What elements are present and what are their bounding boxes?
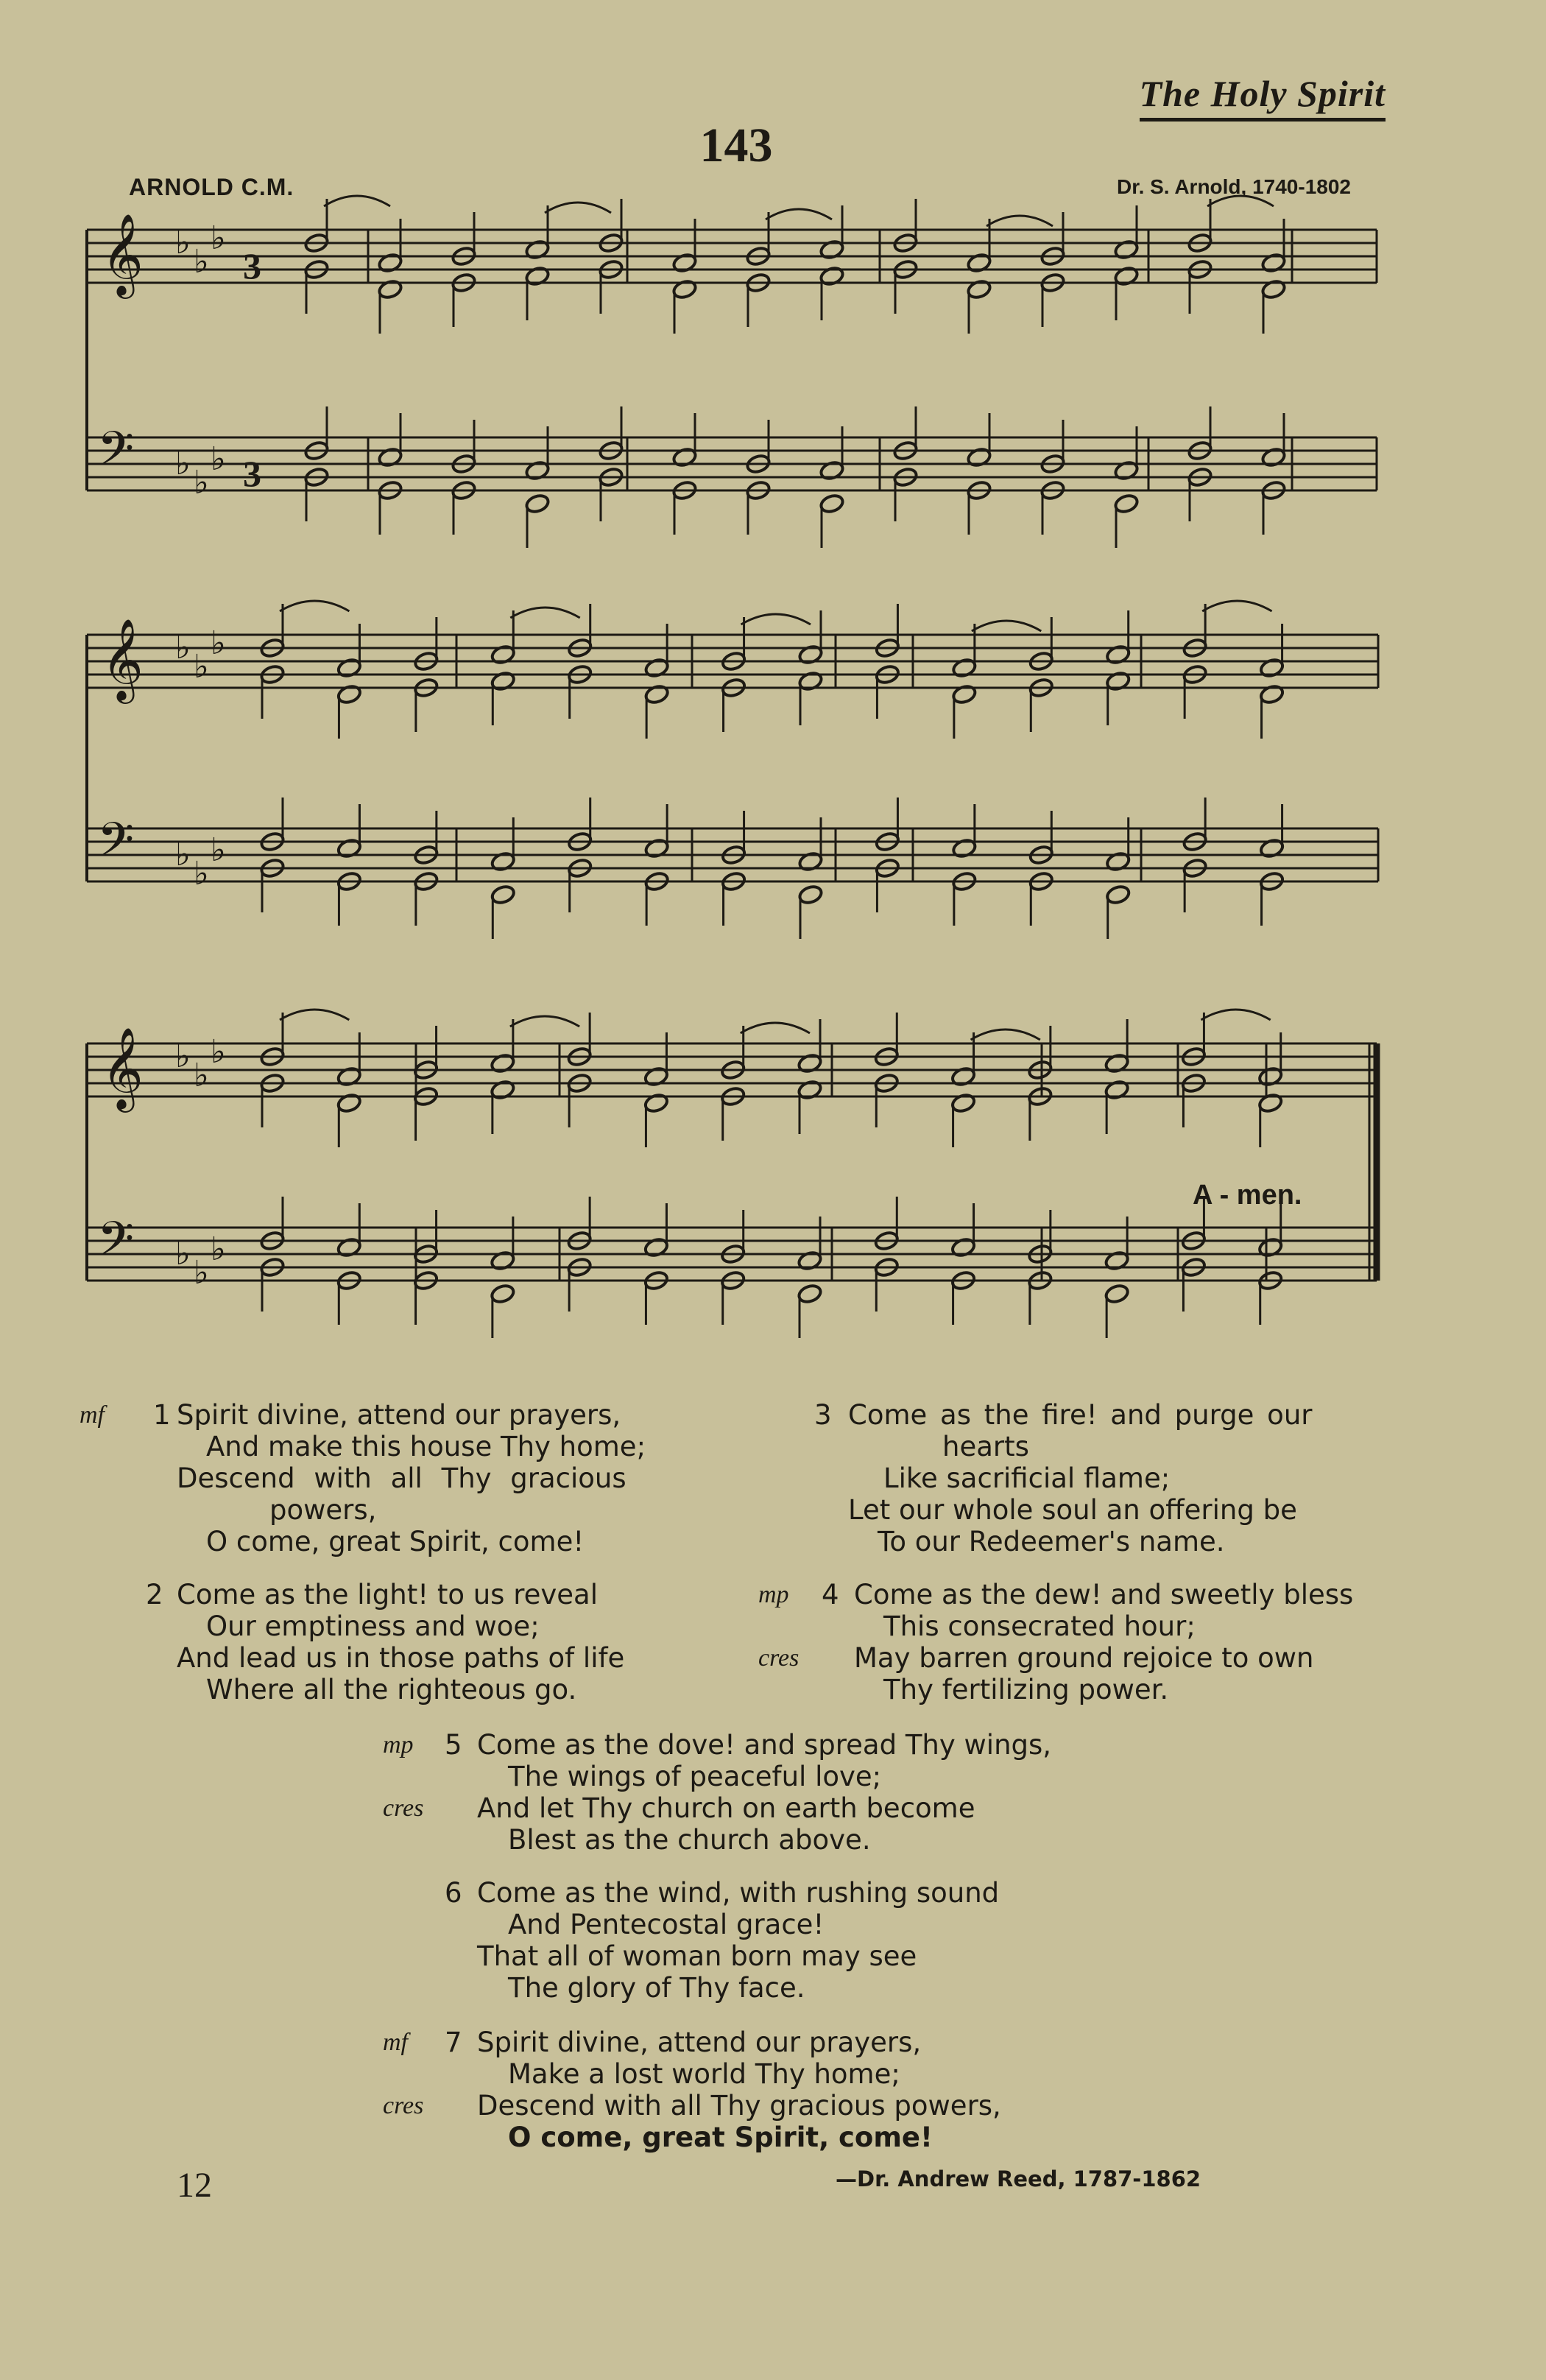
verse-5-cres: cres	[383, 1795, 424, 1822]
treble-clef: 𝄞	[102, 213, 144, 295]
tune-name: ARNOLD C.M.	[129, 174, 294, 200]
composer-credit: Dr. S. Arnold, 1740-1802	[1117, 175, 1351, 198]
flat-sign: ♭	[194, 648, 209, 686]
tie	[741, 1023, 810, 1033]
verse-1-dynamic: mf	[80, 1401, 105, 1429]
flat-sign: ♭	[211, 1231, 226, 1268]
bass-note	[797, 1283, 822, 1304]
bass-note	[1104, 1283, 1130, 1304]
tie	[741, 614, 811, 624]
verse-3-line: Like sacrificial flame;	[883, 1462, 1171, 1494]
author-credit: —Dr. Andrew Reed, 1787-1862	[836, 2166, 1201, 2191]
time-signature: 3	[243, 453, 261, 494]
flat-sign: ♭	[211, 831, 226, 869]
verse-3-line: To our Redeemer's name.	[878, 1526, 1225, 1557]
verse-4-number: 4	[822, 1579, 839, 1610]
verse-5-line: The wings of peaceful love;	[508, 1761, 882, 1792]
verse-1-line: Descend with all Thy gracious	[177, 1462, 626, 1494]
verse-4-line: This consecrated hour;	[883, 1610, 1196, 1642]
tie	[972, 621, 1041, 631]
verse-6-line: And Pentecostal grace!	[508, 1909, 825, 1940]
bass-note	[524, 493, 550, 514]
tie	[545, 203, 611, 213]
bass-note	[490, 884, 516, 905]
verse-7-line: Make a lost world Thy home;	[508, 2058, 900, 2090]
verse-3-line: hearts	[942, 1431, 1029, 1462]
verse-7-cres: cres	[383, 2092, 424, 2119]
verse-2-line: Our emptiness and woe;	[206, 1610, 540, 1642]
bass-note	[1105, 884, 1131, 905]
verse-5-number: 5	[445, 1729, 462, 1761]
verse-7	[383, 2027, 1001, 2280]
bass-note	[490, 1283, 515, 1304]
flat-sign: ♭	[211, 624, 226, 662]
flat-sign: ♭	[194, 1254, 209, 1292]
verse-1-line: Spirit divine, attend our prayers,	[177, 1399, 621, 1431]
verse-6-line: The glory of Thy face.	[508, 1972, 805, 2004]
verse-4-cres: cres	[758, 1644, 800, 1672]
bass-note	[1113, 493, 1139, 514]
hymn-number: 143	[699, 119, 773, 172]
flat-sign: ♭	[211, 1033, 226, 1071]
verse-1-line: O come, great Spirit, come!	[206, 1526, 585, 1557]
verse-1-line: powers,	[269, 1494, 377, 1526]
tie	[280, 601, 349, 611]
bass-note	[797, 884, 823, 905]
tie	[1207, 196, 1274, 206]
verse-6-line: Come as the wind, with rushing sound	[477, 1877, 1000, 1909]
verse-1-line: And make this house Thy home;	[206, 1431, 646, 1462]
tie	[510, 1016, 579, 1027]
flat-sign: ♭	[175, 224, 191, 261]
flat-sign: ♭	[175, 836, 191, 873]
flat-sign: ♭	[175, 1235, 191, 1272]
flat-sign: ♭	[175, 445, 191, 482]
bass-clef: 𝄢	[97, 1212, 135, 1278]
flat-sign: ♭	[194, 1057, 209, 1094]
verse-7-line: Descend with all Thy gracious powers,	[477, 2090, 1001, 2122]
verse-7-number: 7	[445, 2027, 462, 2058]
amen-lyric: A - men.	[1193, 1180, 1302, 1211]
tie	[510, 608, 579, 618]
tie	[971, 1029, 1040, 1040]
verse-4-line: May barren ground rejoice to own	[854, 1642, 1314, 1674]
verse-5-line: Blest as the church above.	[508, 1824, 871, 1856]
time-signature: 3	[243, 245, 261, 286]
tie	[1202, 601, 1271, 611]
verse-4-dynamic: mp	[758, 1581, 789, 1608]
verse-7-line: O come, great Spirit, come!	[508, 2122, 933, 2153]
flat-sign: ♭	[175, 1038, 191, 1075]
tie	[1201, 1010, 1270, 1020]
verse-2-line: Come as the light! to us reveal	[177, 1579, 599, 1610]
verse-5-line: Come as the dove! and spread Thy wings,	[477, 1729, 1052, 1761]
tie	[280, 1010, 349, 1020]
bass-note	[819, 493, 844, 514]
flat-sign: ♭	[194, 243, 209, 281]
flat-sign: ♭	[175, 629, 191, 666]
verse-1-number: 1	[153, 1399, 171, 1431]
verse-4-line: Come as the dew! and sweetly bless	[854, 1579, 1354, 1610]
verse-3-line: Let our whole soul an offering be	[848, 1494, 1297, 1526]
verse-2	[80, 1579, 625, 1769]
verse-6-number: 6	[445, 1877, 462, 1909]
bass-clef: 𝄢	[97, 813, 135, 879]
verse-7-dynamic: mf	[383, 2029, 408, 2056]
treble-clef: 𝄞	[102, 618, 144, 700]
verse-2-number: 2	[146, 1579, 163, 1610]
flat-sign: ♭	[211, 440, 226, 478]
flat-sign: ♭	[194, 464, 209, 501]
verse-5-line: And let Thy church on earth become	[477, 1792, 975, 1824]
tie	[766, 209, 832, 219]
section-title: The Holy Spirit	[1140, 72, 1386, 122]
tie	[986, 216, 1053, 226]
treble-clef: 𝄞	[102, 1027, 144, 1109]
verse-3-line: Come as the fire! and purge our	[848, 1399, 1313, 1431]
bass-clef: 𝄢	[97, 422, 135, 488]
verse-6-line: That all of woman born may see	[477, 1940, 917, 1972]
verse-2-line: Where all the righteous go.	[206, 1674, 577, 1705]
page-number: 12	[177, 2166, 212, 2205]
tie	[324, 196, 390, 206]
verse-5-dynamic: mp	[383, 1731, 414, 1758]
flat-sign: ♭	[194, 855, 209, 892]
verse-2-line: And lead us in those paths of life	[177, 1642, 625, 1674]
flat-sign: ♭	[211, 219, 226, 257]
verse-4-line: Thy fertilizing power.	[883, 1674, 1169, 1705]
verse-7-line: Spirit divine, attend our prayers,	[477, 2027, 922, 2058]
verse-3-number: 3	[814, 1399, 832, 1431]
